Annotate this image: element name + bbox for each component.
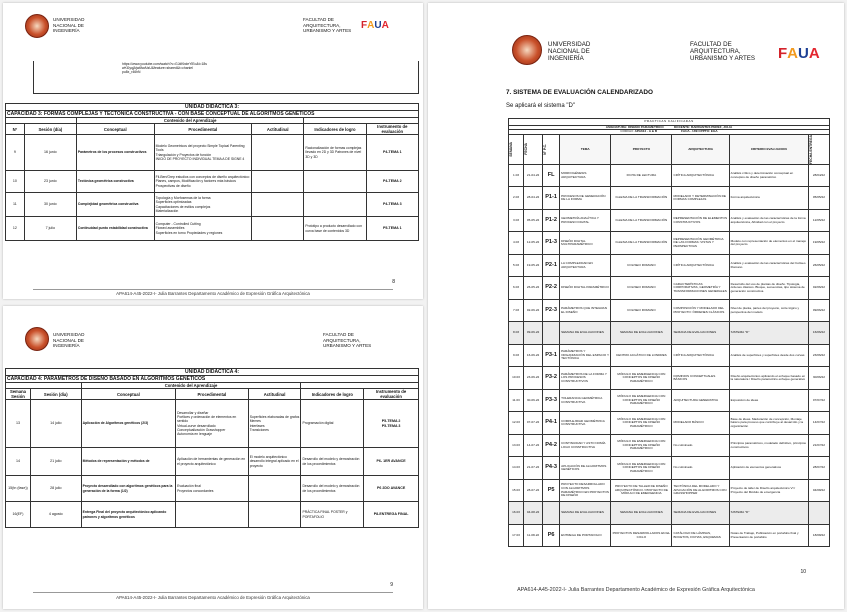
table-row: 9.03 16-06-22 P3-1 PARÁMETROS Y ORGANIZACIÓN DEL ESPACIO Y TECTÓNICA CENTRO ACUÁTICO DE LONDRES CRÍTICA ARQUITECTÓNICA Análisis de superficies y superficies desde dos curvas 23/06/22 (509, 344, 830, 367)
table-row: 9 16 junio Parámetros de los procesos constructivos Modelo Geometricos del proyecto Simple Topical Parenting Tools Triangulación y Proyectos de función INICIO DE PROYECTO INDIVIDUAL TEMA A DE SIGNE 4 Racionalización de formas complejas llevado en 2D y 3D Patrones de nivel 3D y 3D P4-TEMA 1 (6, 135, 419, 171)
table-row: 13 14 julio Aplicación de Algoritmos genéticos (2/3) Desarrollar y diseñar Poélices y ordenación de elementos en sentido Virtual-curve desarrollado Conceptualización Grasshopper Autonomía en lenguaje Superficies elaboradas de grafos Memes Interfases Transiciones Programación digital P5-TEMA 2 P5-TEMA 3 (6, 400, 419, 448)
table-row: 8.03 09-06-22 SEMANA DE EVALUACIONES SEMANA DE EVALUACIONES SEMANA DE EVALUACIONES SISTEMA "D" 16/06/22 (509, 322, 830, 345)
faua-logo: F A U A (778, 45, 820, 62)
table-row: 10.03 23-06-22 P3-2 PARÁMETROS DE LA FORMA Y LOS PROCESOS CONSTRUCTIVOS MÓDULO DE EMERGENCIA CON CONCEPTOS DE DISEÑO PARAMÉTRICO DOMINIOS CONCEPTUALES BÁSICOS Diseño arquitectónico aplicando el enfoque basado en la naturaleza / Diseño paramétrico enfoque generativo 30/06/22 (509, 367, 830, 390)
university-name: UNIVERSIDAD NACIONAL DE INGENIERÍA (548, 41, 591, 63)
table-row: 17.03 11-08-22 P6 ENTREGA DE PORTAFOLIO PROYECTOS DESARROLLADOS EN EL CICLO CATÁLOGO DE LÁMINAS, BOCETOS, FICHAS, ESQUEMAS Notas de Trabajo, Publicación en portafolio final y Presentación de portafolio 18/08/22 (509, 524, 830, 547)
table-row: 16(EF) 4 agosto Entrega Final del proyecto arquitectónico aplicando patrones y algoritmos genéticos PRÁCTICA FINAL POSTER y PORTAFOLIO P8-ENTREGA FINAL (6, 502, 419, 528)
content-header: Contenido del Aprendizaje (81, 383, 301, 389)
table-row: 6.03 26-05-22 P2-2 DISEÑO DIGITAL PARAMÉTRICO COLISEO ROMANO CARACTERÍSTICAS CORPORATIVAS, GEOMETRÍA Y TRANSFORMACIONES GENERALES Desarrollo del uso de plantas de diseño. Tipología, órdenes clásicos. Bloque, secuencias, tipo sistema de generación constructiva 02/06/22 (509, 277, 830, 300)
evaluation-system-text: Se aplicará el sistema "D" (506, 103, 575, 109)
table-row: 3.03 05-05-22 P1-2 GEOMETRÍA ANALÍTICA Y PROCESO DIGITAL IGLESIA DE LA TRANSFORMACIÓN REPRESENTACIÓN DE ELEMENTOS CONSTRUCTIVOS Análisis y evaluación de las características de la forma arquitectónica, Afinidad con el proyecto 12/05/22 (509, 209, 830, 232)
capacity-title: CAPACIDAD 3: FORMAS COMPLEJAS Y TECTONICA CONSTRUCTIVA - CON BASE CONCEPTUAL DE ALGORITMOS GENÉTICOS (6, 111, 419, 118)
table-row: 5.03 19-05-22 P2-1 LA COMPLEJIDAD EN ARQUITECTURA COLISEO ROMANO CRÍTICA ARQUITECTÓNICA Análisis y evaluación de las características del Coliseo Romano 26/05/22 (509, 254, 830, 277)
page-footer: APA614-A45-2022-I- Julia Barrantes Departamento Académico de Expresión Gráfica Arquitectónica (517, 587, 755, 593)
table-row: 7.03 02-06-22 P2-3 PARÁMETROS QUE INTEGRAN EL DISEÑO COLISEO ROMANO COMPOSICIÓN Y MODELADO DEL PROYECTO: ÓRDENES CLÁSICOS Nivel de planta, partes del proyecto, corte lógico y perspectiva del modelo 09/06/22 (509, 299, 830, 322)
table-row: 11.03 30-06-22 P3-3 TOLERANCIA GEOMÉTRICA CONSTRUCTIVA MÓDULO DE EMERGENCIA CON CONCEPTOS DE DISEÑO PARAMÉTRICO ARQUITECTURA GENERATIVA Exposición de ideas 07/07/22 (509, 389, 830, 412)
page-number: 8 (392, 279, 395, 285)
table-row: 16.03 04-08-22 SEMANA DE EVALUACIONES SEMANA DE EVALUACIONES SEMANA DE EVALUACIONES SISTEMA "D" (509, 502, 830, 525)
reference-links-box (33, 61, 419, 94)
faculty-name: FACULTAD DE ARQUITECTURA, URBANISMO Y ARTES (323, 332, 372, 349)
content-header: Contenido del Aprendizaje (76, 118, 304, 124)
section-title: 7. SISTEMA DE EVALUACIÓN CALENDARIZADO (506, 89, 653, 96)
table-header-row: Nº Sesión (día) Conceptual Procedimental Actitudinal Indicadores de logro Instrumento de evaluación (6, 124, 419, 135)
unit-title: UNIDAD DIDÁCTICA 3: (6, 104, 419, 111)
footer-divider (33, 592, 393, 593)
document-page-9 (3, 306, 423, 609)
table-row: 14 21 julio Métodos de representación y métodos de Aplicación de herramientas de generación en el proyecto arquitectónico El modelo arquitectónico desarrollo integral aplicado en el proyecto Desarrollo del modelo y demostración de los procedimientos P6- 1ER AVANCE (6, 448, 419, 476)
table-row: 12 7 julio Continuidad punto estabilidad constructiva Computer - Controlled Cutting Flowed assemblies Superficies en torno Propiedades y regiones Prototipo a producto desarrollado con curva base de contenidos 3D P5-TEMA 1 (6, 217, 419, 241)
footer-divider (33, 289, 393, 290)
university-seal-icon (25, 14, 49, 38)
table-row: 2.03 28-04-22 P1-1 PROCESOS DE GENERACIÓN DE LA FORMA IGLESIA DE LA TRANSFORMACIÓN MODELADO Y DETERMINACIÓN DE FORMAS COMPLEJAS Forma arquitectónica 05/05/22 (509, 187, 830, 210)
unit-title: UNIDAD DIDÁCTICA 4: (6, 369, 419, 376)
reference-link[interactable]: wKfJyqjAjw6fwAIsU&feature=shared&t=chaniel (122, 66, 193, 70)
practicas-calificadas-table (508, 118, 830, 547)
university-name: UNIVERSIDAD NACIONAL DE INGENIERÍA (53, 332, 85, 349)
table-row: 4.03 12-05-22 P1-3 DISEÑO DIGITAL MULTIPARAMÉTRICO IGLESIA DE LA TRANSFORMACIÓN REPRESENTACIÓN GEOMÉTRICA DE LAS FORMAS: VISTAS Y PERSPECTIVAS Modelo con representación de elementos en el manejo del proyecto 19/05/22 (509, 232, 830, 255)
table-row: 12.03 07-07-22 P4-1 COMPLEJIDAD GEOMÉTRICA CONSTRUCTIVA MÓDULO DE EMERGENCIA CON CONCEPTOS DE DISEÑO PARAMÉTRICO MODELADO BÁSICO Base de ideas. Maduración de concepción, Montaje básico para proceso que contribuye al desarrollo y la organización 14/07/22 (509, 412, 830, 435)
table-row: 1.03 21-04-22 FL MORFOGÉNESIS ARQUITECTURA FICHA DE LECTURA CRÍTICA ARQUITECTÓNICA Análisis crítico y determinación conceptual en conceptos de diseño paramétrico 28/04/22 (509, 164, 830, 187)
table-row: 11 30 junio Complejidad geométrica constructiva Topología y Morfosemas de la forma Superficies optimizadas Capacitaciones de estilos complejos Materialización P4-TEMA 3 (6, 193, 419, 217)
page-footer: APA614-A45-2022-I- Julia Barrantes Departamento Académico de Expresión Gráfica Arquitectónica (116, 595, 310, 600)
page-footer: APA614-A45-2022-I- Julia Barrantes Departamento Académico de Expresión Gráfica Arquitectónica (116, 291, 310, 296)
reference-link[interactable]: https://www.youtube.com/watch?v=GJdKbdeYlEo&t=18s (122, 62, 208, 66)
university-seal-icon (25, 327, 49, 351)
table-row: 15.03 28-07-22 P5 PROYECTO DESARROLLADO CON ALGORITMOS PARAMÉTRICO EN PROYECTOS DE DISEÑO PROYECTO DE TALLER DE DISEÑO ARQUITECTÓNICO / PROYECTO DE MÓDULO DE EMERGENCIA TECTÓNICA DEL MODELADO Y APLICACIÓN DE ALGORITMOS CON GRASSHOPPER Proyecto de taller de Diseño arquitectónico VI / Proyecto del Módulo de emergencia 04/08/22 (509, 479, 830, 502)
page-header (428, 3, 844, 83)
faculty-name: FACULTAD DE ARQUITECTURA, URBANISMO Y ARTES (303, 17, 352, 34)
university-seal-icon (512, 35, 542, 65)
table-row: 15(tn (fase)) 28 julio Proyecto desarrollado con algoritmos genéticos para la generación de la forma (1/2) Evaluación final Proyectos concordantes Desarrollo del modelo y demostración de los procedimientos P6 2DO AVANCE (6, 476, 419, 502)
capacity-title: CAPACIDAD 4: PARAMETROS DE DISEÑO BASADO EN ALGORITMOS GENÉTICOS (6, 376, 419, 383)
university-name: UNIVERSIDAD NACIONAL DE INGENIERÍA (53, 17, 85, 34)
document-page-8 (3, 3, 423, 299)
page-header (3, 306, 423, 356)
table-row: 10 23 junio Tectónica geométrica constructiva Fil-Ben/Grep estudios con conceptos de diseño arquitectónico: Planes, campos, Modificación y factores más básicos Prospectivas de diseño P4-TEMA 2 (6, 171, 419, 193)
document-page-10 (428, 3, 844, 609)
page-number: 9 (390, 582, 393, 588)
page-header (3, 3, 423, 53)
unit-3-table (5, 103, 419, 241)
table-row: 13.03 14-07-22 P4-2 CONTINUIDAD Y ASTO NOMÍA LOGO CONSTRUCTIVA MÓDULO DE EMERGENCIA CON CONCEPTOS DE DISEÑO PARAMÉTRICO No culminado Principios paramétricos, modelado definitivo, principios constructivos 21/07/22 (509, 434, 830, 457)
page-number: 10 (800, 569, 806, 575)
table-title: PRACTICAS CALIFICADAS (509, 119, 830, 126)
table-info-row: ASIGNATURA: DISEÑO PARAMETRICO DOCENTE: BARRANTES PÉREZ, JULIA (509, 125, 830, 130)
faculty-name: FACULTAD DE ARQUITECTURA, URBANISMO Y ARTES (690, 41, 755, 63)
table-info-row: CÓDIGO: APA614 - A & B FAUA - UNI CPPTO: EGA (509, 130, 830, 135)
reference-link[interactable]: pu8x_r46hN (122, 70, 141, 74)
faua-logo: F A U A (361, 20, 389, 31)
table-header-row: Semana Sesión Sesión (día) Conceptual Procedimental Actitudinal Indicadores de logro Instrumento de evaluación (6, 389, 419, 400)
unit-4-table (5, 368, 419, 528)
table-header-row: SEMANA FECHA N° P.C. TEMA PROYECTO ARQUITECTURA CRITERIO EVALUACION FECHA ENTREGA (509, 134, 830, 164)
table-row: 14.03 21-07-22 P4-3 APLICACIÓN DE ALGORITMOS GENÉTICOS MÓDULO DE EMERGENCIA CON CONCEPTOS DE DISEÑO PARAMÉTRICO No culminado Aplicación de elementos generativos 28/07/22 (509, 457, 830, 480)
